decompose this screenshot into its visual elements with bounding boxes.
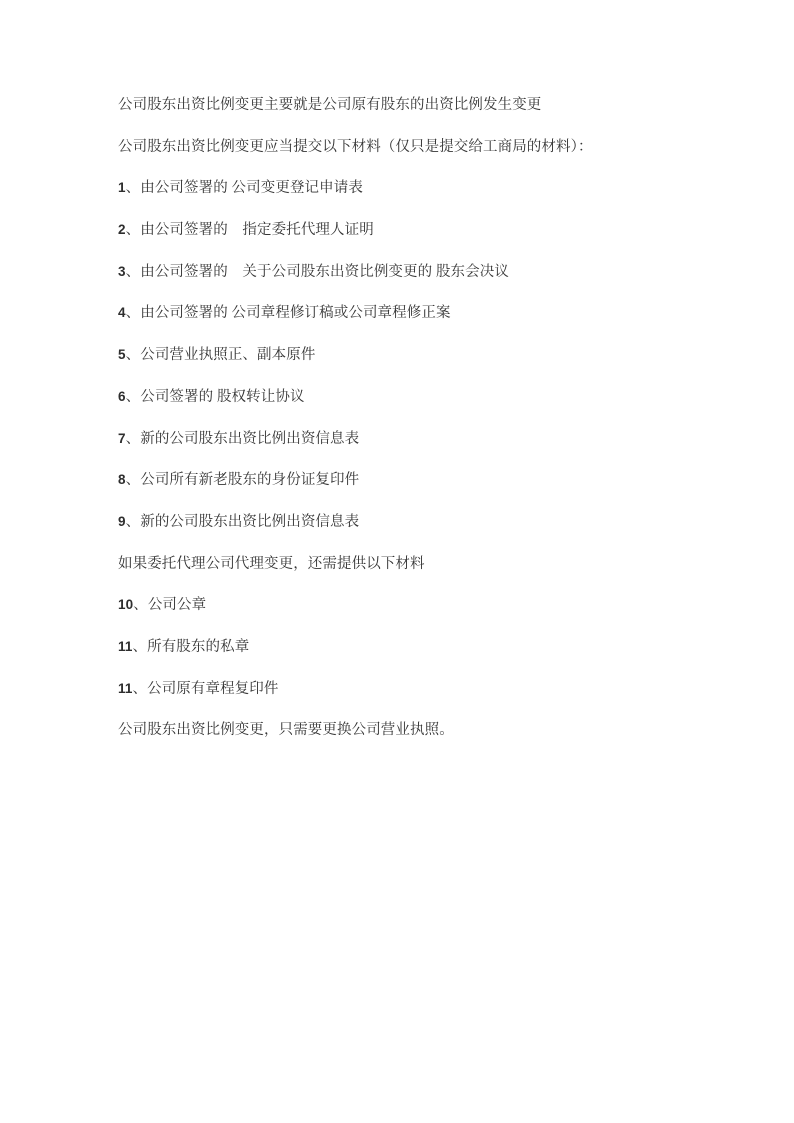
list-number: 11 bbox=[118, 638, 133, 654]
paragraph-line bbox=[118, 596, 698, 615]
list-number: 6 bbox=[118, 388, 126, 404]
paragraph-text: 由公司签署的 关于公司股东出资比例变更的 股东会决议 bbox=[140, 263, 509, 280]
paragraph-text: 由公司签署的 公司章程修订稿或公司章程修正案 bbox=[140, 305, 451, 322]
paragraph-line bbox=[118, 638, 698, 657]
document-content bbox=[118, 96, 698, 740]
list-number: 10 bbox=[118, 597, 134, 613]
list-number: 7 bbox=[118, 430, 126, 446]
list-separator: 、 bbox=[132, 680, 148, 697]
paragraph-text: 所有股东的私章 bbox=[147, 638, 250, 655]
paragraph-line bbox=[118, 471, 698, 490]
paragraph-line bbox=[118, 263, 698, 282]
list-number: 1 bbox=[118, 180, 126, 196]
paragraph-line bbox=[118, 430, 698, 449]
paragraph-line bbox=[118, 304, 698, 323]
paragraph-line bbox=[118, 513, 698, 532]
paragraph-line bbox=[118, 388, 698, 407]
paragraph-text: 公司所有新老股东的身份证复印件 bbox=[140, 472, 360, 489]
list-separator: 、 bbox=[132, 638, 148, 655]
list-separator: 、 bbox=[125, 347, 141, 364]
paragraph-line bbox=[118, 138, 698, 157]
paragraph-text: 公司营业执照正、副本原件 bbox=[140, 347, 316, 364]
list-number: 9 bbox=[118, 513, 126, 529]
paragraph-line bbox=[118, 96, 698, 115]
paragraph-text: 新的公司股东出资比例出资信息表 bbox=[140, 513, 360, 530]
paragraph-text: 新的公司股东出资比例出资信息表 bbox=[140, 430, 360, 447]
list-number: 3 bbox=[118, 263, 126, 279]
list-number: 11 bbox=[118, 680, 133, 696]
list-separator: 、 bbox=[125, 430, 141, 447]
list-separator: 、 bbox=[125, 305, 141, 322]
list-number: 2 bbox=[118, 222, 126, 238]
list-separator: 、 bbox=[125, 180, 141, 197]
paragraph-line bbox=[118, 346, 698, 365]
paragraph-text: 公司公章 bbox=[147, 597, 207, 614]
paragraph-line bbox=[118, 680, 698, 699]
paragraph-line bbox=[118, 179, 698, 198]
list-separator: 、 bbox=[125, 388, 141, 405]
list-separator: 、 bbox=[125, 513, 141, 530]
paragraph-text: 公司原有章程复印件 bbox=[147, 680, 279, 697]
list-separator: 、 bbox=[125, 222, 141, 239]
paragraph-line bbox=[118, 555, 698, 574]
list-separator: 、 bbox=[125, 263, 141, 280]
paragraph-text: 公司股东出资比例变更应当提交以下材料（仅只是提交给工商局的材料）： bbox=[118, 138, 593, 155]
paragraph-line bbox=[118, 221, 698, 240]
paragraph-text: 公司签署的 股权转让协议 bbox=[140, 388, 305, 405]
paragraph-text: 由公司签署的 公司变更登记申请表 bbox=[140, 180, 363, 197]
list-number: 8 bbox=[118, 472, 126, 488]
list-separator: 、 bbox=[125, 472, 141, 489]
paragraph-line bbox=[118, 721, 698, 740]
paragraph-text: 公司股东出资比例变更主要就是公司原有股东的出资比例发生变更 bbox=[118, 97, 542, 113]
paragraph-text: 由公司签署的 指定委托代理人证明 bbox=[140, 222, 374, 239]
list-number: 4 bbox=[118, 305, 126, 321]
list-separator: 、 bbox=[133, 597, 148, 614]
list-number: 5 bbox=[118, 347, 126, 363]
paragraph-text: 如果委托代理公司代理变更，还需提供以下材料 bbox=[118, 555, 425, 572]
paragraph-text: 公司股东出资比例变更，只需要更换公司营业执照。 bbox=[118, 722, 454, 739]
